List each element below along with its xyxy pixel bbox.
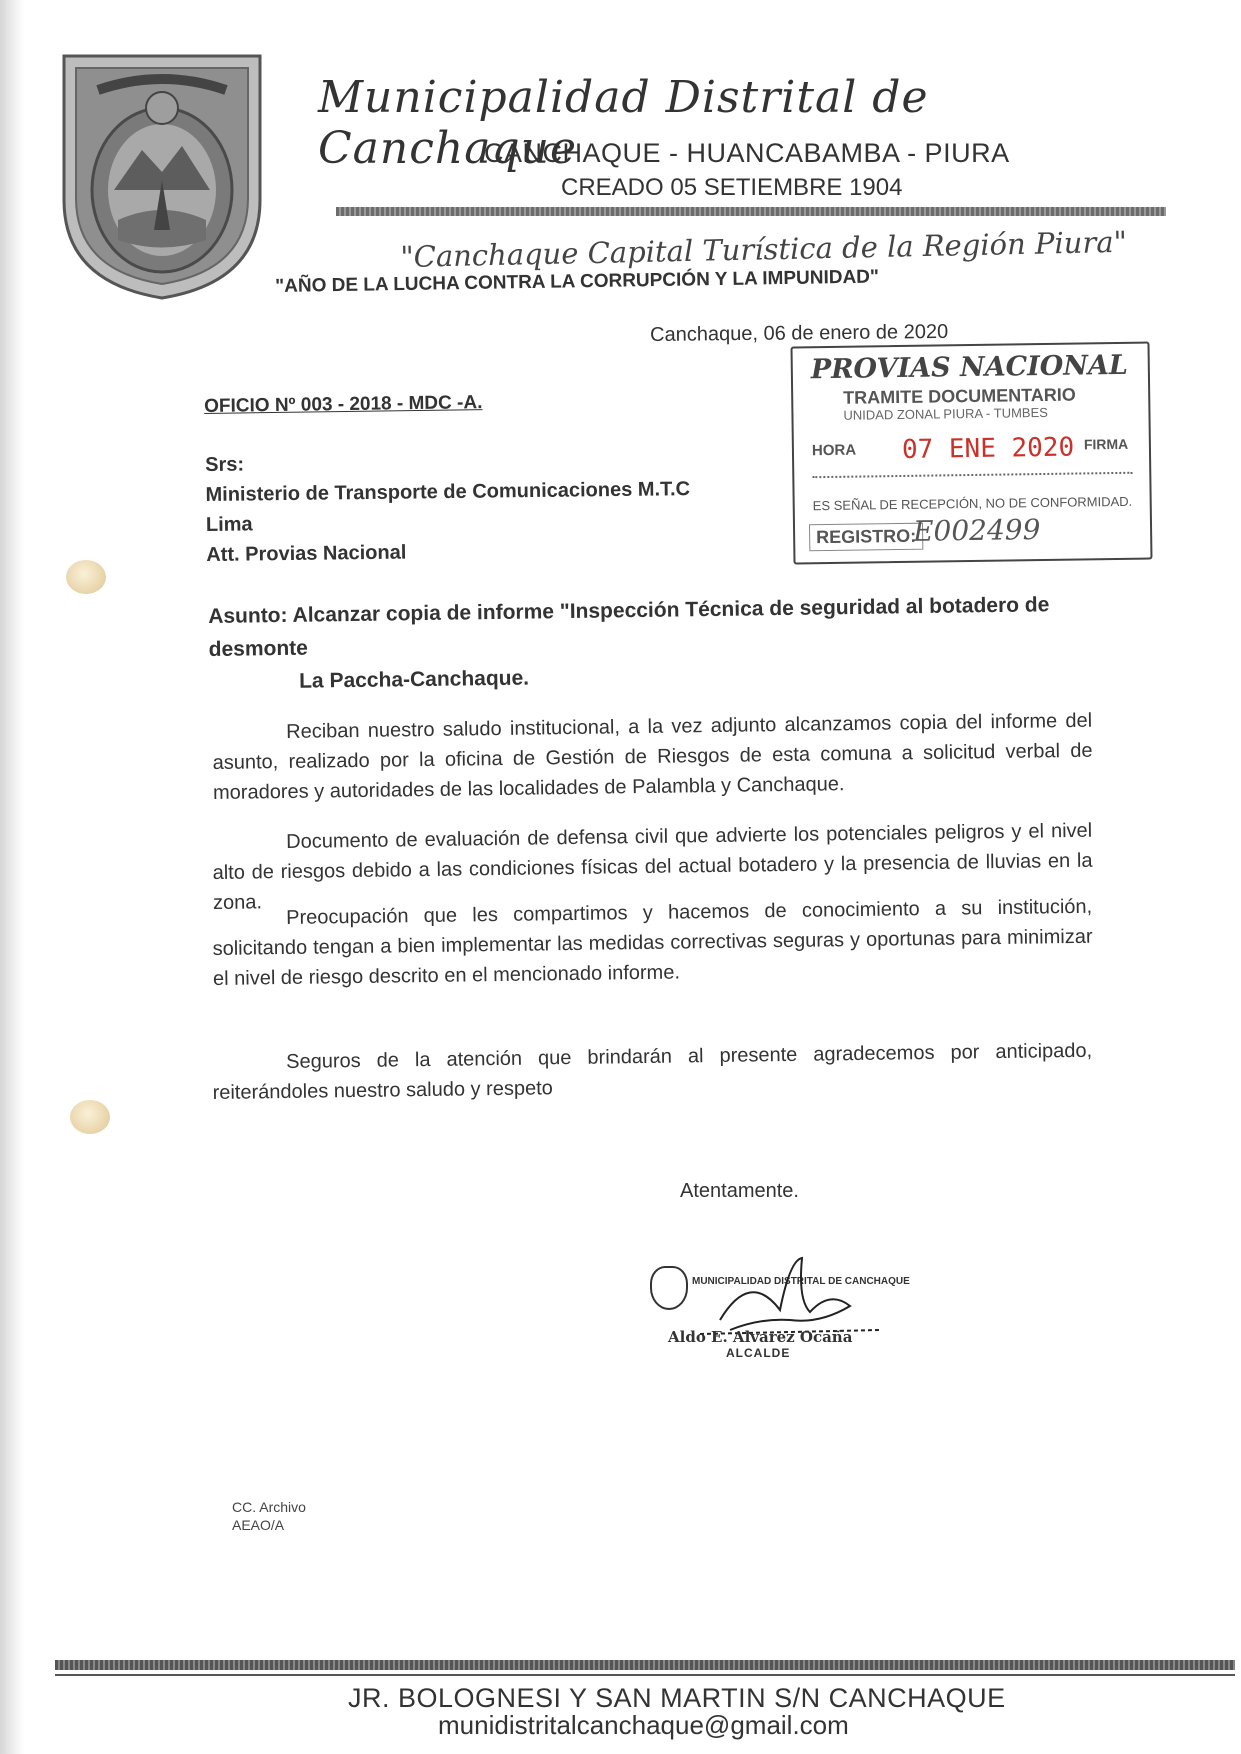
paragraph-3-text: Preocupación que les compartimos y hacemos de conocimiento a su institución, solicitando tengan a bien implementar las medidas correctivas seguras y oportunas para minimizar el nivel de riesgo descrito en el mencionado informe. <box>212 895 1093 990</box>
stamp-note: ES SEÑAL DE RECEPCIÓN, NO DE CONFORMIDAD. <box>812 493 1133 514</box>
recipient-line: Att. Provias Nacional <box>206 541 407 566</box>
stamp-dotted-line <box>812 472 1132 478</box>
recipient-line: Lima <box>205 513 253 536</box>
stamp-org: PROVIAS NACIONAL <box>810 349 1129 386</box>
subject-line-1: Asunto: Alcanzar copia de informe "Inspección Técnica de seguridad al botadero de desmonte <box>208 593 1050 661</box>
stamp-unit: UNIDAD ZONAL PIURA - TUMBES <box>843 404 1048 423</box>
footer-address: JR. BOLOGNESI Y SAN MARTIN S/N CANCHAQUE <box>348 1683 1006 1713</box>
stamp-hora-label: HORA <box>811 441 857 460</box>
reception-stamp <box>790 342 1152 565</box>
municipal-seal-icon <box>650 1266 688 1310</box>
institution-location: CANCHAQUE - HUANCABAMBA - PIURA <box>484 138 1010 168</box>
stamp-dept: TRAMITE DOCUMENTARIO <box>843 384 1076 408</box>
oficio-reference: OFICIO Nº 003 - 2018 - MDC -A. <box>204 392 483 417</box>
signer-role: ALCALDE <box>726 1346 791 1360</box>
subject-line-2: La Paccha-Canchaque. <box>298 666 530 693</box>
footer-email: munidistritalcanchaque@gmail.com <box>438 1710 849 1740</box>
paragraph-2-text: Documento de evaluación de defensa civil que advierte los potenciales peligros y el nivel alto de riesgos debido a las condiciones físicas del actual botadero y la presencia de lluvias en la zona. <box>212 819 1093 914</box>
recipient-line: Ministerio de Transporte de Comunicaciones M.T.C <box>205 478 691 506</box>
cc-line: AEAO/A <box>232 1517 285 1533</box>
letter-date: Canchaque, 06 de enero de 2020 <box>650 320 949 346</box>
punch-hole-top <box>66 560 106 594</box>
handwritten-signature <box>690 1250 890 1340</box>
recipient-line: Srs: <box>205 453 245 476</box>
stamp-registro-value: E002499 <box>912 513 1041 548</box>
paragraph-4 <box>212 1036 1093 1108</box>
cc-line: CC. Archivo <box>232 1499 306 1515</box>
signature-block <box>650 1236 910 1366</box>
stamp-registro-label: REGISTRO: <box>809 523 923 552</box>
founding-date: CREADO 05 SETIEMBRE 1904 <box>561 174 903 201</box>
punch-hole-bottom <box>70 1100 110 1134</box>
stamp-firma-label: FIRMA <box>1083 435 1129 453</box>
recipients-block <box>205 444 691 570</box>
subject-block <box>208 587 1109 699</box>
closing-salutation: Atentamente. <box>680 1180 799 1202</box>
paragraph-1 <box>212 706 1093 808</box>
scan-edge-shadow <box>0 0 24 1754</box>
footer-divider-thin <box>55 1674 1235 1676</box>
header-divider <box>336 207 1166 216</box>
stamp-received-date: 07 ENE 2020 <box>901 432 1075 465</box>
year-slogan: "AÑO DE LA LUCHA CONTRA LA CORRUPCIÓN Y LA IMPUNIDAD" <box>275 266 880 297</box>
cc-block <box>232 1498 306 1534</box>
paragraph-3 <box>212 892 1093 994</box>
institution-name: Municipalidad Distrital de Canchaque <box>318 72 929 174</box>
municipal-motto: "Canchaque Capital Turística de la Región Piura" <box>400 224 1128 274</box>
footer-divider <box>55 1660 1235 1670</box>
signature-seal-text: MUNICIPALIDAD DISTRITAL DE CANCHAQUE <box>692 1276 910 1287</box>
paragraph-1-text: Reciban nuestro saludo institucional, a la vez adjunto alcanzamos copia del informe del asunto, realizado por la oficina de Gestión de Riesgos de esta comuna a solicitud verbal de moradores y autoridades de las localidades de Palambla y Canchaque. <box>212 709 1093 804</box>
municipal-crest-logo <box>58 50 266 302</box>
paragraph-4-text: Seguros de la atención que brindarán al presente agradecemos por anticipado, reiterándoles nuestro saludo y respeto <box>212 1039 1093 1104</box>
signer-name: Aldo E. Alvarez Ocaña <box>668 1328 853 1346</box>
